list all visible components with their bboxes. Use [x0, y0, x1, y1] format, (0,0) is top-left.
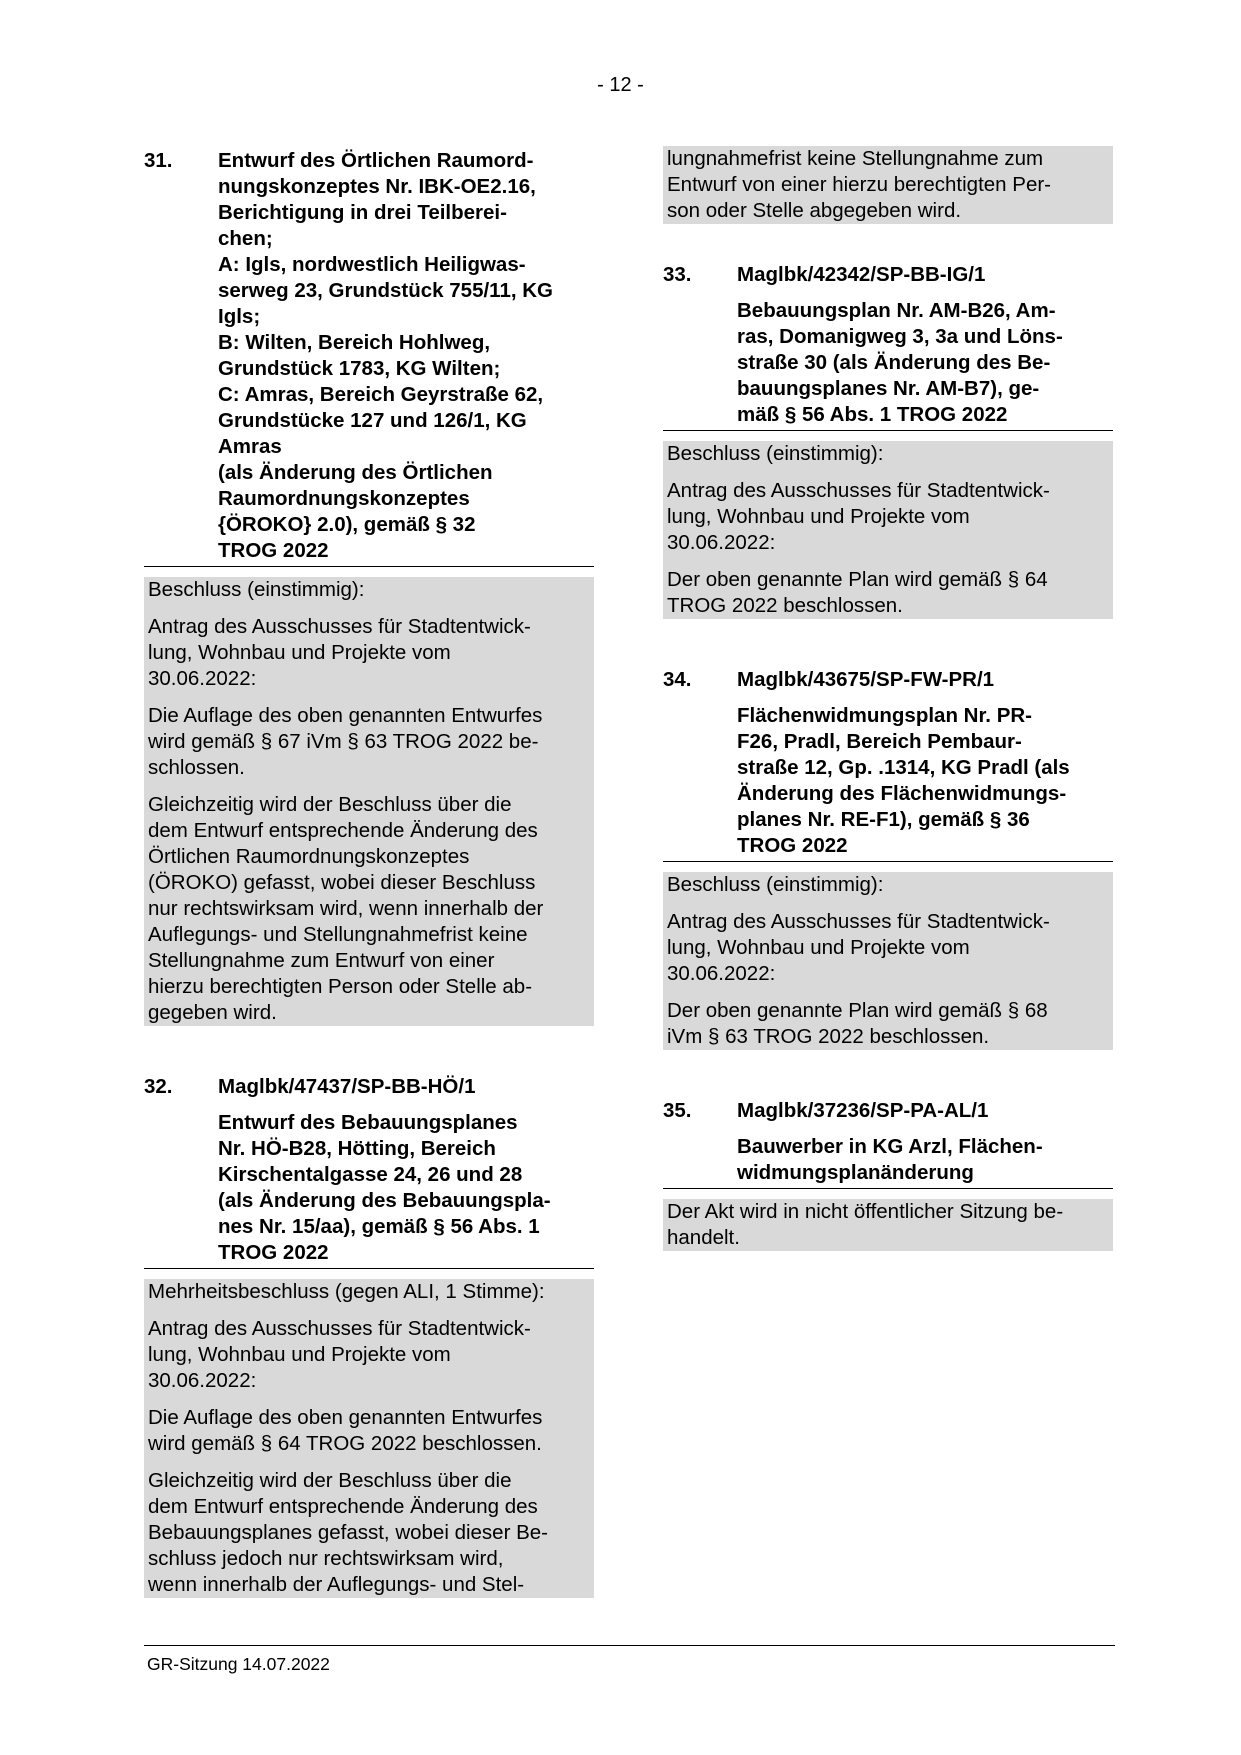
item-title-first-line: Entwurf des Örtlichen Raumord-: [218, 149, 534, 172]
decision-text: Die Auflage des oben genannten Entwurfes wird gemäß § 67 iVm § 63 TROG 2022 be- schlossen.: [148, 704, 543, 779]
title-line: Grundstücke 127 und 126/1, KG: [218, 409, 527, 432]
title-line: chen;: [218, 227, 273, 250]
resolution-status: Beschluss (einstimmig):: [667, 873, 884, 896]
title-line: {ÖROKO} 2.0), gemäß § 32: [218, 513, 476, 536]
resolution-box: [663, 441, 1113, 619]
continuation-box: [663, 146, 1113, 224]
resolution-status: Mehrheitsbeschluss (gegen ALI, 1 Stimme):: [148, 1280, 545, 1303]
item-number: 32.: [144, 1075, 173, 1098]
motion-text: Antrag des Ausschusses für Stadtentwick- lung, Wohnbau und Projekte vom 30.06.2022:: [667, 479, 1050, 554]
title-line: F26, Pradl, Bereich Pembaur-: [737, 730, 1022, 753]
decision-text: Gleichzeitig wird der Beschluss über die dem Entwurf entsprechende Änderung des Bebauungsplanes gefasst, wobei dieser Be- schluss jedoch nur rechtswirksam wird, wenn innerhalb der Auflegungs- und Stel-: [148, 1469, 549, 1596]
title-line: widmungsplanänderung: [737, 1161, 974, 1184]
decision-text: Der oben genannte Plan wird gemäß § 68 iVm § 63 TROG 2022 beschlossen.: [667, 999, 1048, 1048]
title-line: Bebauungsplan Nr. AM-B26, Am-: [737, 299, 1056, 322]
item-title: [663, 1134, 1113, 1189]
continuation-text: lungnahmefrist keine Stellungnahme zum Entwurf von einer hierzu berechtigten Per- son oder Stelle abgegeben wird.: [667, 147, 1052, 222]
item-header: [144, 148, 594, 174]
item-reference: Maglbk/37236/SP-PA-AL/1: [737, 1099, 989, 1122]
title-line: TROG 2022: [218, 539, 329, 562]
item-title: [663, 703, 1113, 862]
title-line: (als Änderung des Bebauungspla-: [218, 1189, 551, 1212]
title-line: Nr. HÖ-B28, Hötting, Bereich: [218, 1137, 496, 1160]
title-line: Igls;: [218, 305, 261, 328]
resolution-box: [144, 1279, 594, 1598]
decision-text: Gleichzeitig wird der Beschluss über die dem Entwurf entsprechende Änderung des Örtlichen Raumordnungskonzeptes (ÖROKO) gefasst, wobei dieser Beschluss nur rechtswirksam wird, wenn innerhalb der Auflegungs- und Stellungnahmefrist keine Stellungnahme zum Entwurf von einer hierzu berechtigten Person oder Stelle ab- gegeben wird.: [148, 793, 544, 1024]
title-line: bauungsplanes Nr. AM-B7), ge-: [737, 377, 1040, 400]
page-number: - 12 -: [597, 74, 644, 96]
decision-text: Der Akt wird in nicht öffentlicher Sitzung be- handelt.: [667, 1200, 1064, 1249]
title-line: Änderung des Flächenwidmungs-: [737, 782, 1067, 805]
title-line: A: Igls, nordwestlich Heiligwas-: [218, 253, 526, 276]
item-number: 34.: [663, 668, 692, 691]
title-line: Amras: [218, 435, 282, 458]
title-line: Entwurf des Bebauungsplanes: [218, 1111, 518, 1134]
right-column: [663, 146, 1113, 1251]
agenda-item-34: [663, 667, 1113, 1050]
title-line: Flächenwidmungsplan Nr. PR-: [737, 704, 1033, 727]
item-reference: Maglbk/42342/SP-BB-IG/1: [737, 263, 986, 286]
motion-text: Antrag des Ausschusses für Stadtentwick- lung, Wohnbau und Projekte vom 30.06.2022:: [148, 615, 531, 690]
decision-text: Die Auflage des oben genannten Entwurfes wird gemäß § 64 TROG 2022 beschlossen.: [148, 1406, 543, 1455]
resolution-box: [663, 872, 1113, 1050]
title-line: Berichtigung in drei Teilberei-: [218, 201, 507, 224]
item-header: [663, 1098, 1113, 1124]
title-line: planes Nr. RE-F1), gemäß § 36: [737, 808, 1030, 831]
resolution-box: [663, 1199, 1113, 1251]
motion-text: Antrag des Ausschusses für Stadtentwick- lung, Wohnbau und Projekte vom 30.06.2022:: [667, 910, 1050, 985]
item-number: 33.: [663, 263, 692, 286]
item-header: [663, 262, 1113, 288]
item-header: [663, 667, 1113, 693]
item-number: 35.: [663, 1099, 692, 1122]
title-line: nes Nr. 15/aa), gemäß § 56 Abs. 1: [218, 1215, 540, 1238]
left-column: [144, 148, 594, 1598]
resolution-status: Beschluss (einstimmig):: [148, 578, 365, 601]
item-title: [663, 298, 1113, 431]
item-reference: Maglbk/47437/SP-BB-HÖ/1: [218, 1075, 476, 1098]
agenda-item-32: [144, 1074, 594, 1598]
title-line: Bauwerber in KG Arzl, Flächen-: [737, 1135, 1043, 1158]
item-number: 31.: [144, 149, 173, 172]
resolution-status: Beschluss (einstimmig):: [667, 442, 884, 465]
title-line: TROG 2022: [737, 834, 848, 857]
resolution-box: [144, 577, 594, 1026]
title-line: (als Änderung des Örtlichen: [218, 461, 493, 484]
title-line: nungskonzeptes Nr. IBK-OE2.16,: [218, 175, 536, 198]
title-line: serweg 23, Grundstück 755/11, KG: [218, 279, 553, 302]
title-line: Kirschentalgasse 24, 26 und 28: [218, 1163, 523, 1186]
title-line: ras, Domanigweg 3, 3a und Löns-: [737, 325, 1063, 348]
agenda-item-33: [663, 262, 1113, 619]
item-title: [144, 174, 594, 567]
footer-divider: [144, 1645, 1115, 1646]
title-line: Raumordnungskonzeptes: [218, 487, 470, 510]
title-line: C: Amras, Bereich Geyrstraße 62,: [218, 383, 544, 406]
footer-text: GR-Sitzung 14.07.2022: [147, 1654, 330, 1674]
motion-text: Antrag des Ausschusses für Stadtentwick- lung, Wohnbau und Projekte vom 30.06.2022:: [148, 1317, 531, 1392]
title-line: mäß § 56 Abs. 1 TROG 2022: [737, 403, 1008, 426]
title-line: B: Wilten, Bereich Hohlweg,: [218, 331, 491, 354]
item-header: [144, 1074, 594, 1100]
decision-text: Der oben genannte Plan wird gemäß § 64 TROG 2022 beschlossen.: [667, 568, 1048, 617]
title-line: TROG 2022: [218, 1241, 329, 1264]
title-line: straße 30 (als Änderung des Be-: [737, 351, 1051, 374]
agenda-item-31: [144, 148, 594, 1026]
item-reference: Maglbk/43675/SP-FW-PR/1: [737, 668, 995, 691]
item-title: [144, 1110, 594, 1269]
agenda-item-35: [663, 1098, 1113, 1251]
title-line: Grundstück 1783, KG Wilten;: [218, 357, 501, 380]
title-line: straße 12, Gp. .1314, KG Pradl (als: [737, 756, 1070, 779]
